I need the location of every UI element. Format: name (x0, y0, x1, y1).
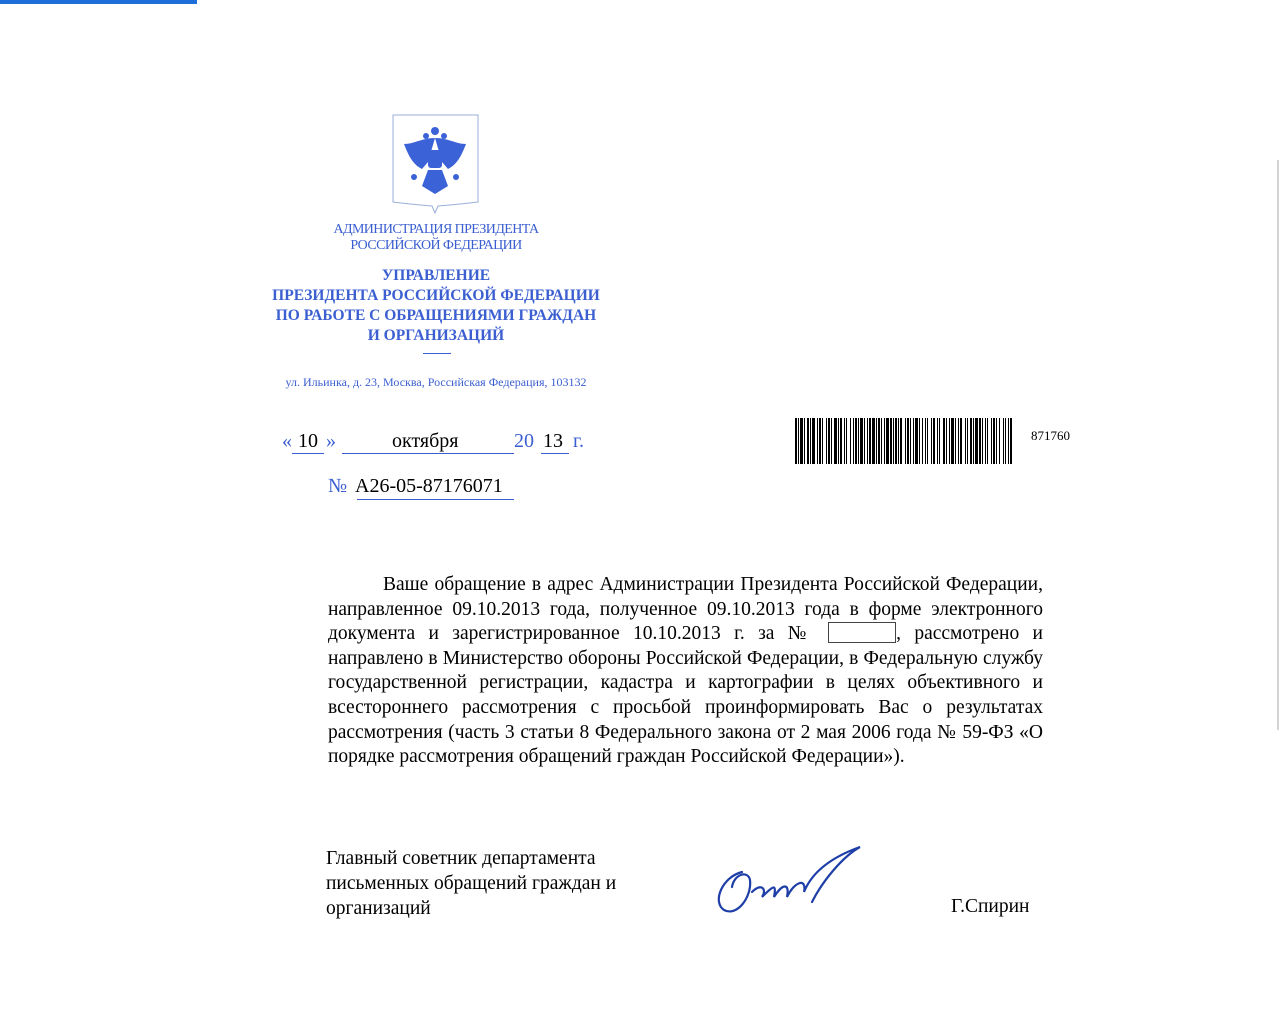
redacted-field (828, 622, 896, 643)
underline (357, 499, 514, 500)
coat-of-arms-emblem (392, 114, 479, 214)
handwritten-signature (712, 842, 864, 917)
position-line: организаций (326, 898, 431, 919)
position-line: Главный советник департамента (326, 848, 596, 869)
letter-body (328, 573, 1043, 770)
signatory-position (326, 846, 616, 921)
barcode-bar (1012, 418, 1013, 464)
body-text: Ваше обращение в адрес Администрации Президента Российской Федерации, направленное 09.10.2013 года, полученное 09.10.2013 года в форме электронного документа и зарегистрированное 10.10.2013 г. за № (328, 574, 1043, 645)
underline (292, 453, 324, 454)
underline (541, 453, 569, 454)
org-line: РОССИЙСКОЙ ФЕДЕРАЦИИ (350, 238, 522, 253)
date-day: 10 (298, 430, 318, 452)
department-title (236, 266, 636, 346)
barcode (795, 418, 1015, 464)
dept-line: ПО РАБОТЕ С ОБРАЩЕНИЯМИ ГРАЖДАН (275, 307, 597, 324)
date-close-quote: » (326, 430, 336, 452)
signatory-name: Г.Спирин (951, 896, 1030, 917)
loading-progress-bar (0, 0, 197, 4)
body-text: , рассмотрено и направлено в Министерство обороны Российской Федерации, в Федеральную службу государственной регистрации, кадастра и картографии в целях объективного и всестороннего рассмотрения с просьбой проинформировать Вас о результатах рассмотрения (часть 3 статьи 8 Федерального закона от 2 мая 2006 года № 59-ФЗ «О порядке рассмотрения обращений граждан Российской Федерации»). (328, 623, 1043, 768)
barcode-number: 871760 (1031, 428, 1070, 443)
dept-line: И ОРГАНИЗАЦИЙ (367, 327, 505, 344)
date-year: 13 (543, 430, 563, 452)
underline (342, 453, 514, 454)
document-number: А26-05-87176071 (355, 475, 503, 497)
dept-line: ПРЕЗИДЕНТА РОССИЙСКОЙ ФЕДЕРАЦИИ (272, 287, 600, 304)
date-suffix: г. (573, 430, 584, 452)
date-open-quote: « (282, 430, 292, 452)
date-century: 20 (514, 430, 534, 452)
date-month: октября (392, 430, 459, 452)
position-line: письменных обращений граждан и (326, 873, 617, 894)
number-label: № (328, 475, 348, 497)
scrollbar[interactable] (1277, 160, 1279, 730)
org-line: АДМИНИСТРАЦИЯ ПРЕЗИДЕНТА (333, 222, 539, 237)
administration-title (236, 222, 636, 254)
divider (423, 353, 451, 354)
dept-line: УПРАВЛЕНИЕ (381, 267, 491, 284)
address: ул. Ильинка, д. 23, Москва, Российская Федерация, 103132 (285, 375, 587, 389)
